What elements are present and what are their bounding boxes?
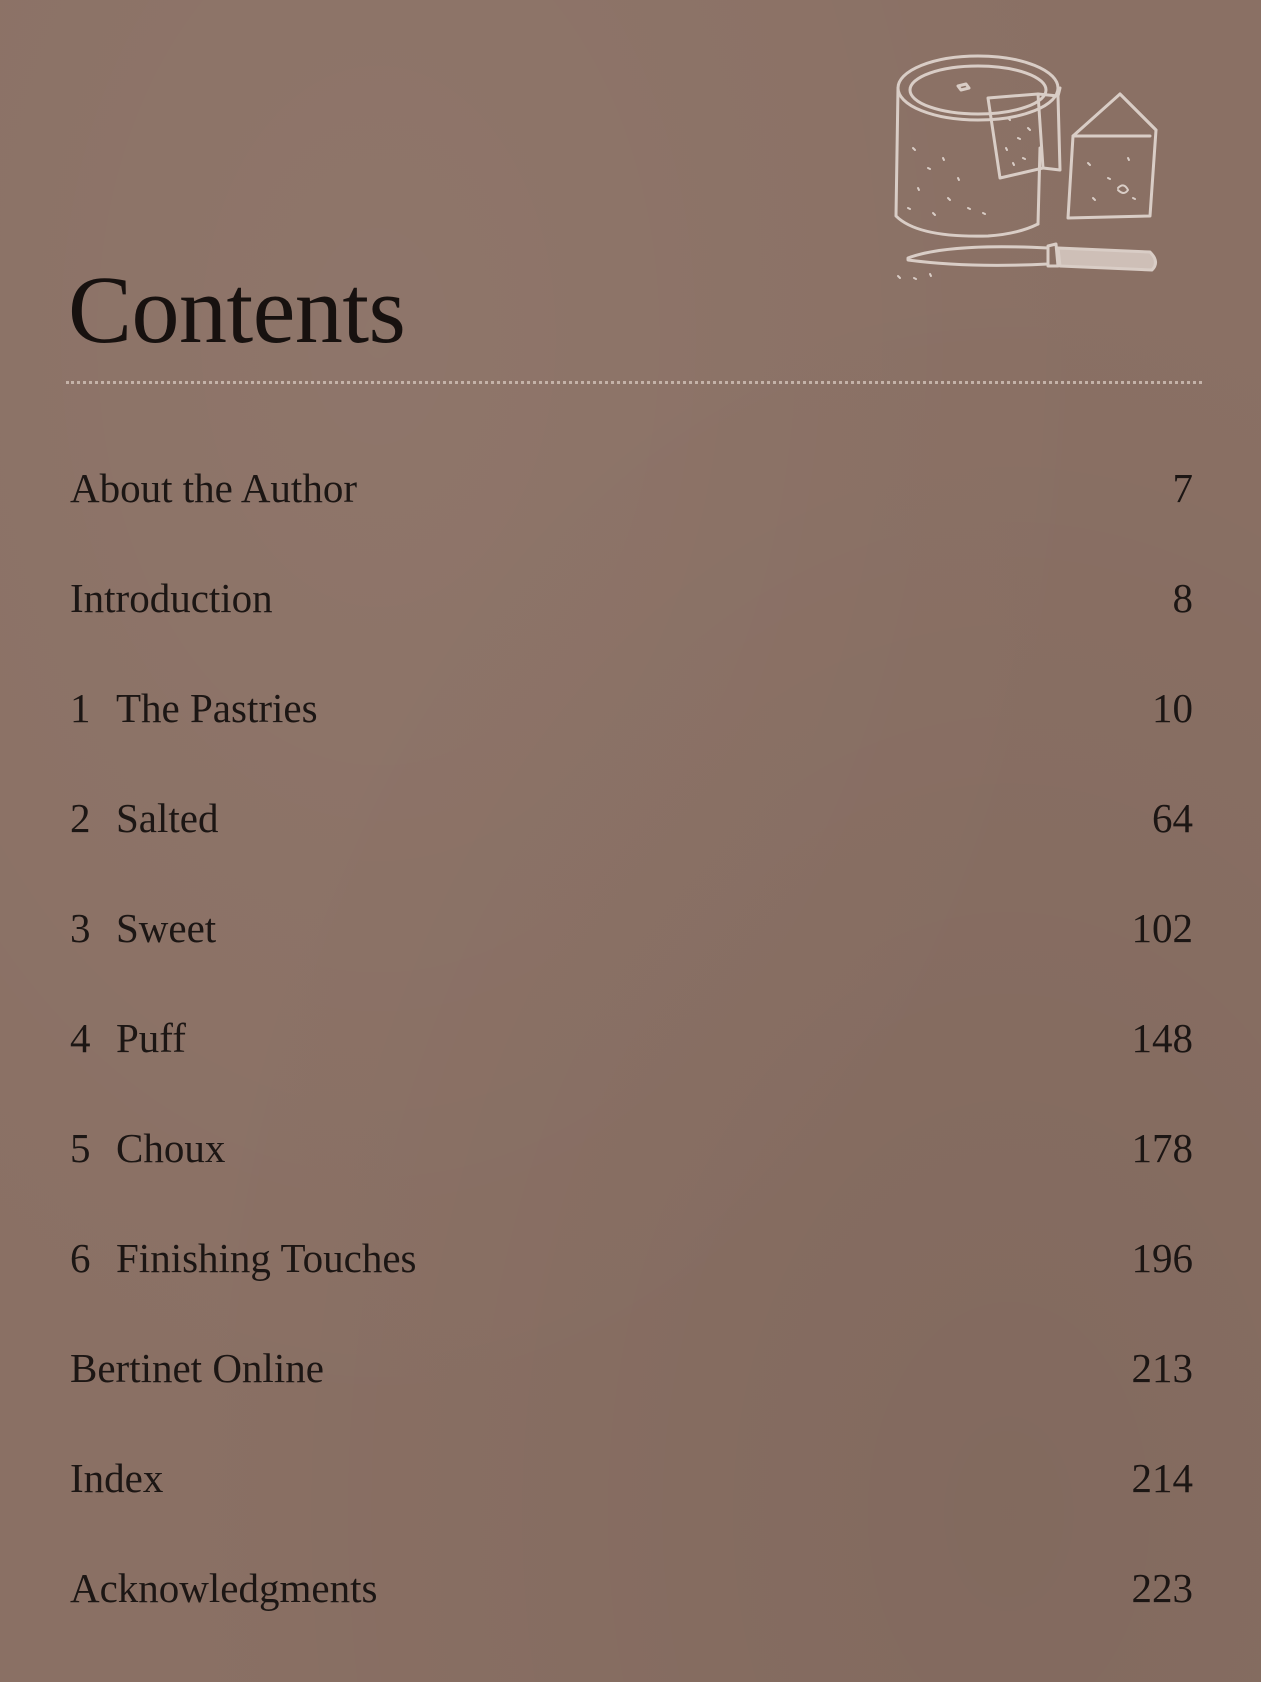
toc-entry-label <box>70 458 357 518</box>
chapter-number: 5 <box>70 1125 91 1171</box>
toc-entry-label <box>70 678 318 738</box>
chapter-number: 2 <box>70 795 91 841</box>
dotted-divider <box>66 381 1202 384</box>
toc-entry[interactable] <box>70 898 1193 958</box>
toc-entry[interactable] <box>70 1228 1193 1288</box>
toc-entry-page: 10 <box>1152 685 1193 731</box>
toc-entry-title: Choux <box>116 1125 226 1171</box>
toc-entry-title: The Pastries <box>116 685 318 731</box>
toc-entry[interactable] <box>70 788 1193 848</box>
toc-entry-title: Introduction <box>70 575 273 621</box>
chapter-number: 1 <box>70 685 91 731</box>
chapter-number: 4 <box>70 1015 91 1061</box>
toc-entry-title: Index <box>70 1455 164 1501</box>
toc-entry-label <box>70 568 273 628</box>
toc-entry-title: Salted <box>116 795 219 841</box>
toc-entry-page: 223 <box>1131 1565 1193 1611</box>
toc-entry[interactable] <box>70 568 1193 628</box>
toc-entry-label <box>70 1228 416 1288</box>
toc-entry-title: Finishing Touches <box>116 1235 417 1281</box>
toc-entry-title: Puff <box>116 1015 186 1061</box>
toc-entry-page: 102 <box>1131 905 1193 951</box>
pie-and-knife-sketch-icon <box>888 38 1178 288</box>
toc-entry[interactable] <box>70 1448 1193 1508</box>
page-title: Contents <box>68 256 406 363</box>
toc-entry[interactable] <box>70 1338 1193 1398</box>
toc-entry[interactable] <box>70 1558 1193 1618</box>
toc-entry-page: 8 <box>1172 575 1193 621</box>
toc-entry-title: About the Author <box>70 465 357 511</box>
toc-entry-page: 64 <box>1152 795 1193 841</box>
toc-entry-title: Bertinet Online <box>70 1345 324 1391</box>
toc-entry-title: Sweet <box>116 905 217 951</box>
toc-entry-label <box>70 1008 186 1068</box>
toc-entry-page: 213 <box>1131 1345 1193 1391</box>
toc-entry-label <box>70 788 218 848</box>
toc-entry-page: 148 <box>1131 1015 1193 1061</box>
toc-entry-label <box>70 898 216 958</box>
toc-entry-page: 196 <box>1131 1235 1193 1281</box>
toc-entry[interactable] <box>70 458 1193 518</box>
toc-entry-title: Acknowledgments <box>70 1565 378 1611</box>
toc-entry-label <box>70 1558 377 1618</box>
toc-entry[interactable] <box>70 1118 1193 1178</box>
chapter-number: 6 <box>70 1235 91 1281</box>
toc-entry-label <box>70 1118 225 1178</box>
toc-entry-label <box>70 1338 324 1398</box>
chapter-number: 3 <box>70 905 91 951</box>
toc-entry-label <box>70 1448 163 1508</box>
toc-entry[interactable] <box>70 1008 1193 1068</box>
toc-entry[interactable] <box>70 678 1193 738</box>
toc-entry-page: 7 <box>1172 465 1193 511</box>
toc-entry-page: 214 <box>1131 1455 1193 1501</box>
toc-entry-page: 178 <box>1131 1125 1193 1171</box>
